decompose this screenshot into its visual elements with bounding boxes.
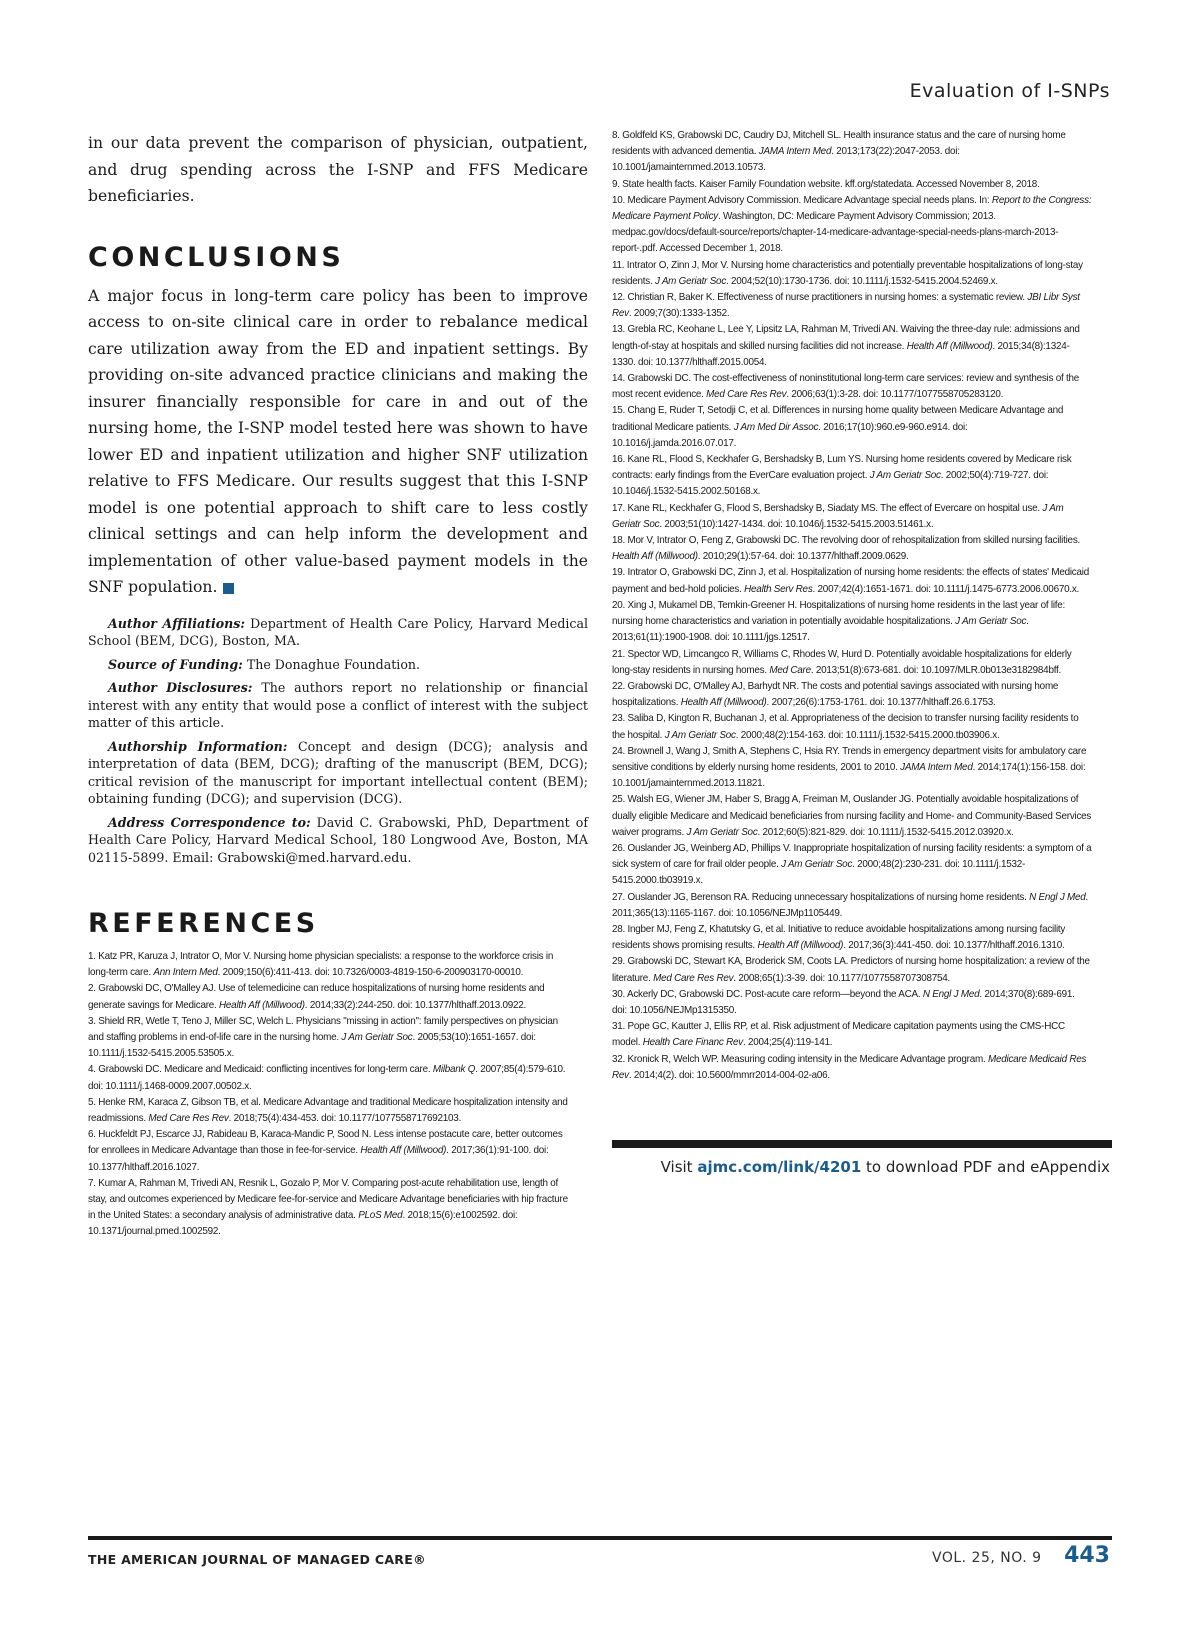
- authorship-information: Authorship Information: Concept and design (DCG); analysis and interpretation of data (BEM, DCG); drafting of the manuscript (BEM, DCG); critical revision of the manuscript for important intellectual content (BEM); obtaining funding (DCG); and supervision (DCG).: [88, 738, 588, 806]
- reference-journal: J Am Geriatr Soc: [955, 616, 1027, 628]
- reference-journal: Health Serv Res: [744, 583, 813, 595]
- reference-item: 3. Shield RR, Wetle T, Teno J, Miller SC, Welch L. Physicians "missing in action": family perspectives on physician and staffing problems in end-of-life care in the nursing home. J Am Geriatr Soc. 2005;53(10):1651-1657. doi: 10.1111/j.1532-5415.2005.53505.x.: [88, 1015, 558, 1060]
- reference-journal: N Engl J Med: [1029, 891, 1086, 903]
- footer-journal-name: THE AMERICAN JOURNAL OF MANAGED CARE®: [88, 1552, 426, 1567]
- reference-item: 25. Walsh EG, Wiener JM, Haber S, Bragg A, Freiman M, Ouslander JG. Potentially avoidable hospitalizations of dually eligible Medicare and Medicaid beneficiaries from nursing facility and Home- and Community-Based Services waiver programs. J Am Geriatr Soc. 2012;60(5):821-829. doi: 10.1111/j.1532-5415.2012.03920.x.: [612, 794, 1092, 838]
- source-of-funding: Source of Funding: The Donaghue Foundation.: [108, 656, 421, 672]
- reference-journal: Milbank Q: [432, 1064, 476, 1076]
- download-note: Visit ajmc.com/link/4201 to download PDF and eAppendix: [660, 1158, 1110, 1176]
- reference-journal: J Am Geriatr Soc: [341, 1032, 413, 1044]
- reference-journal: J Am Geriatr Soc: [869, 470, 941, 482]
- reference-journal: JAMA Intern Med: [900, 761, 973, 773]
- reference-item: 23. Saliba D, Kington R, Buchanan J, et al. Appropriateness of the decision to transfer nursing facility residents to the hospital. J Am Geriatr Soc. 2000;48(2):154-163. doi: 10.1111/j.1532-5415.2000.tb03906.x.: [612, 713, 1079, 741]
- reference-item: 26. Ouslander JG, Weinberg AD, Phillips V. Inappropriate hospitalization of nursing facility residents: a symptom of a sick system of care for frail older people. J Am Geriatr Soc. 2000;48(2):230-231. doi: 10.1111/j.1532-5415.2000.tb03919.x.: [612, 842, 1092, 887]
- reference-item: 9. State health facts. Kaiser Family Foundation website. kff.org/statedata. Accessed November 8, 2018.: [612, 178, 1040, 190]
- reference-journal: Health Aff (Millwood): [906, 340, 993, 352]
- reference-journal: Med Care Res Rev: [706, 389, 787, 401]
- reference-item: 29. Grabowski DC, Stewart KA, Broderick SM, Coots LA. Predictors of nursing home hospitalization: a review of the literature. Med Care Res Rev. 2008;65(1):3-39. doi: 10.1177/1077558707308754.: [612, 956, 1090, 984]
- reference-journal: Health Aff (Millwood): [360, 1145, 447, 1157]
- references-heading: REFERENCES: [88, 908, 319, 939]
- reference-journal: Ann Intern Med: [153, 967, 218, 979]
- end-mark-icon: [223, 583, 234, 594]
- reference-item: 31. Pope GC, Kautter J, Ellis RP, et al. Risk adjustment of Medicare capitation payments using the CMS-HCC model. Health Care Financ Rev. 2004;25(4):119-141.: [612, 1021, 1065, 1049]
- reference-item: 20. Xing J, Mukamel DB, Temkin-Greener H. Hospitalizations of nursing home residents in the last year of life: nursing home characteristics and variation in potentially avoidable hospitalizations. J Am Geriatr Soc. 2013;61(11):1900-1908. doi: 10.1111/jgs.12517.: [612, 599, 1066, 644]
- reference-journal: Health Aff (Millwood): [757, 940, 844, 952]
- footer-volume: VOL. 25, NO. 9: [932, 1550, 1042, 1566]
- reference-journal: Health Aff (Millwood): [612, 551, 698, 563]
- reference-journal: Medicare Medicaid Res Rev: [612, 1053, 1087, 1081]
- reference-item: 6. Huckfeldt PJ, Escarce JJ, Rabideau B, Karaca-Mandic P, Sood N. Less intense postacute care, better outcomes for enrollees in Medicare Advantage than those in fee-for-service. Health Aff (Millwood). 2017;36(1):91-100. doi: 10.1377/hlthaff.2016.1027.: [88, 1129, 563, 1173]
- reference-item: 7. Kumar A, Rahman M, Trivedi AN, Resnik L, Gozalo P, Mor V. Comparing post-acute rehabilitation use, length of stay, and outcomes experienced by Medicare fee-for-service and Medicare Advantage beneficiaries with hip fracture in the United States: a secondary analysis of administrative data. PLoS Med. 2018;15(6):e1002592. doi: 10.1371/journal.pmed.1002592.: [88, 1177, 568, 1238]
- intro-paragraph: in our data prevent the comparison of physician, outpatient, and drug spending across the I-SNP and FFS Medicare beneficiaries.: [88, 134, 588, 205]
- download-link[interactable]: ajmc.com/link/4201: [697, 1158, 862, 1176]
- reference-journal: Report to the Congress: Medicare Payment Policy: [612, 194, 1092, 223]
- references-list-right: [612, 128, 1092, 1084]
- reference-journal: J Am Med Dir Assoc: [733, 421, 819, 433]
- reference-item: 10. Medicare Payment Advisory Commission. Medicare Advantage special needs plans. In: Report to the Congress: Medicare Payment Policy. Washington, DC: Medicare Payment Advisory Commission; 2013. medpac.gov/docs/default-source/reports/chapter-14-medicare-advantage-special-needs-plans-march-2013-report-.pdf. Accessed December 1, 2018.: [612, 194, 1092, 255]
- reference-item: 11. Intrator O, Zinn J, Mor V. Nursing home characteristics and potentially preventable hospitalizations of long-stay residents. J Am Geriatr Soc. 2004;52(10):1730-1736. doi: 10.1111/j.1532-5415.2004.52469.x.: [612, 259, 1083, 287]
- reference-item: 18. Mor V, Intrator O, Feng Z, Grabowski DC. The revolving door of rehospitalization from skilled nursing facilities. Health Aff (Millwood). 2010;29(1):57-64. doi: 10.1377/hlthaff.2009.0629.: [612, 535, 1081, 563]
- reference-item: 14. Grabowski DC. The cost-effectiveness of noninstitutional long-term care services: review and synthesis of the most recent evidence. Med Care Res Rev. 2006;63(1):3-28. doi: 10.1177/1077558705283120.: [612, 373, 1080, 401]
- reference-journal: J Am Geriatr Soc: [654, 275, 727, 287]
- reference-journal: PLoS Med: [358, 1210, 403, 1222]
- conclusions-heading: CONCLUSIONS: [88, 241, 345, 273]
- author-affiliations: Author Affiliations: Department of Health Care Policy, Harvard Medical School (BEM, DCG), Boston, MA.: [88, 615, 588, 648]
- reference-journal: JAMA Intern Med: [758, 146, 832, 158]
- reference-journal: N Engl J Med: [922, 988, 980, 1000]
- footer-divider: [88, 1536, 1112, 1540]
- reference-journal: Med Care: [769, 664, 811, 676]
- reference-journal: J Am Geriatr Soc: [612, 502, 1064, 530]
- reference-journal: Med Care Res Rev: [148, 1113, 229, 1125]
- reference-journal: Med Care Res Rev: [653, 972, 734, 984]
- reference-journal: JBI Libr Syst Rev: [612, 292, 1080, 320]
- reference-item: 15. Chang E, Ruder T, Setodji C, et al. Differences in nursing home quality between Medicare Advantage and traditional Medicare patients. J Am Med Dir Assoc. 2016;17(10):960.e9-960.e914. doi: 10.1016/j.jamda.2016.07.017.: [612, 405, 1064, 449]
- reference-item: 8. Goldfeld KS, Grabowski DC, Caudry DJ, Mitchell SL. Health insurance status and the care of nursing home residents with advanced dementia. JAMA Intern Med. 2013;173(22):2047-2053. doi: 10.1001/jamainternmed.2013.10573.: [612, 130, 1066, 174]
- right-column: [612, 128, 1112, 1084]
- address-correspondence: Address Correspondence to: David C. Grabowski, PhD, Department of Health Care Policy, Harvard Medical School, 180 Longwood Ave, Boston, MA 02115-5899. Email: Grabowski@med.harvard.edu.: [88, 814, 588, 865]
- reference-item: 27. Ouslander JG, Berenson RA. Reducing unnecessary hospitalizations of nursing home residents. N Engl J Med. 2011;365(13):1165-1167. doi: 10.1056/NEJMp1105449.: [612, 891, 1089, 919]
- left-column: [88, 130, 588, 1241]
- reference-item: 12. Christian R, Baker K. Effectiveness of nurse practitioners in nursing homes: a systematic review. JBI Libr Syst Rev. 2009;7(30):1333-1352.: [612, 292, 1080, 320]
- reference-item: 1. Katz PR, Karuza J, Intrator O, Mor V. Nursing home physician specialists: a response to the workforce crisis in long-term care. Ann Intern Med. 2009;150(6):411-413. doi: 10.7326/0003-4819-150-6-200903170-00010.: [88, 951, 554, 979]
- reference-journal: Health Aff (Millwood): [219, 999, 305, 1011]
- reference-item: 24. Brownell J, Wang J, Smith A, Stephens C, Hsia RY. Trends in emergency department visits for ambulatory care sensitive conditions by elderly nursing home residents, 2001 to 2010. JAMA Intern Med. 2014;174(1):156-158. doi: 10.1001/jamainternmed.2013.11821.: [612, 745, 1087, 790]
- reference-journal: Health Aff (Millwood): [680, 697, 767, 709]
- reference-item: 13. Grebla RC, Keohane L, Lee Y, Lipsitz LA, Rahman M, Trivedi AN. Waiving the three-day rule: admissions and length-of-stay at hospitals and skilled nursing facilities did not increase. Health Aff (Millwood). 2015;34(8):1324-1330. doi: 10.1377/hlthaff.2015.0054.: [612, 324, 1080, 368]
- reference-item: 21. Spector WD, Limcangco R, Williams C, Rhodes W, Hurd D. Potentially avoidable hospitalizations for elderly long-stay residents in nursing homes. Med Care. 2013;51(8):673-681. doi: 10.1097/MLR.0b013e3182984bff.: [612, 648, 1072, 676]
- reference-item: 32. Kronick R, Welch WP. Measuring coding intensity in the Medicare Advantage program. Medicare Medicaid Res Rev. 2014;4(2). doi: 10.5600/mmrr2014-004-02-a06.: [612, 1053, 1087, 1081]
- reference-item: 22. Grabowski DC, O'Malley AJ, Barhydt NR. The costs and potential savings associated with nursing home hospitalizations. Health Aff (Millwood). 2007;26(6):1753-1761. doi: 10.1377/hlthaff.26.6.1753.: [612, 680, 1059, 709]
- reference-item: 2. Grabowski DC, O'Malley AJ. Use of telemedicine can reduce hospitalizations of nursing home residents and generate savings for Medicare. Health Aff (Millwood). 2014;33(2):244-250. doi: 10.1377/hlthaff.2013.0922.: [88, 983, 545, 1011]
- reference-journal: J Am Geriatr Soc: [781, 859, 853, 871]
- article-meta: [88, 615, 588, 867]
- reference-item: 5. Henke RM, Karaca Z, Gibson TB, et al. Medicare Advantage and traditional Medicare hospitalization intensity and readmissions. Med Care Res Rev. 2018;75(4):434-453. doi: 10.1177/1077558717692103.: [88, 1096, 568, 1125]
- references-list-left: [88, 949, 568, 1241]
- conclusions-text: A major focus in long-term care policy has been to improve access to on-site clinical care in order to rebalance medical care utilization away from the ED and inpatient settings. By providing on-site advanced practice clinicians and making the insurer financially responsible for care in and out of the nursing home, the I-SNP model tested here was shown to have lower ED and inpatient utilization and higher SNF utilization relative to FFS Medicare. Our results suggest that this I-SNP model is one potential approach to shift care to less costly clinical settings and can help inform the development and implementation of other value-based payment models in the SNF population.: [88, 286, 588, 596]
- running-head: Evaluation of I-SNPs: [909, 80, 1110, 102]
- reference-item: 28. Ingber MJ, Feng Z, Khatutsky G, et al. Initiative to reduce avoidable hospitalizations among nursing facility residents shows promising results. Health Aff (Millwood). 2017;36(3):441-450. doi: 10.1377/hlthaff.2016.1310.: [612, 923, 1066, 952]
- reference-item: 19. Intrator O, Grabowski DC, Zinn J, et al. Hospitalization of nursing home residents: the effects of states' Medicaid payment and bed-hold policies. Health Serv Res. 2007;42(4):1651-1671. doi: 10.1111/j.1475-6773.2006.00670.x.: [612, 567, 1089, 595]
- conclusions-paragraph: [88, 283, 588, 601]
- author-disclosures: Author Disclosures: The authors report no relationship or financial interest with any entity that would pose a conflict of interest with the subject matter of this article.: [88, 680, 588, 730]
- references-divider: [612, 1140, 1112, 1148]
- reference-item: 16. Kane RL, Flood S, Keckhafer G, Bershadsky B, Lum YS. Nursing home residents covered by Medicare risk contracts: early findings from the EverCare evaluation project. J Am Geriatr Soc. 2002;50(4):719-727. doi: 10.1046/j.1532-5415.2002.50168.x.: [612, 454, 1072, 498]
- reference-journal: J Am Geriatr Soc: [664, 729, 736, 741]
- page-number: 443: [1064, 1543, 1110, 1568]
- reference-item: 4. Grabowski DC. Medicare and Medicaid: conflicting incentives for long-term care. Milbank Q. 2007;85(4):579-610. doi: 10.1111/j.1468-0009.2007.00502.x.: [88, 1064, 566, 1092]
- reference-item: 17. Kane RL, Keckhafer G, Flood S, Bershadsky B, Siadaty MS. The effect of Evercare on hospital use. J Am Geriatr Soc. 2003;51(10):1427-1434. doi: 10.1046/j.1532-5415.2003.51461.x.: [612, 502, 1064, 530]
- reference-journal: J Am Geriatr Soc: [686, 826, 758, 838]
- reference-journal: Health Care Financ Rev: [642, 1037, 743, 1049]
- reference-item: 30. Ackerly DC, Grabowski DC. Post-acute care reform—beyond the ACA. N Engl J Med. 2014;370(8):689-691. doi: 10.1056/NEJMp1315350.: [612, 988, 1075, 1016]
